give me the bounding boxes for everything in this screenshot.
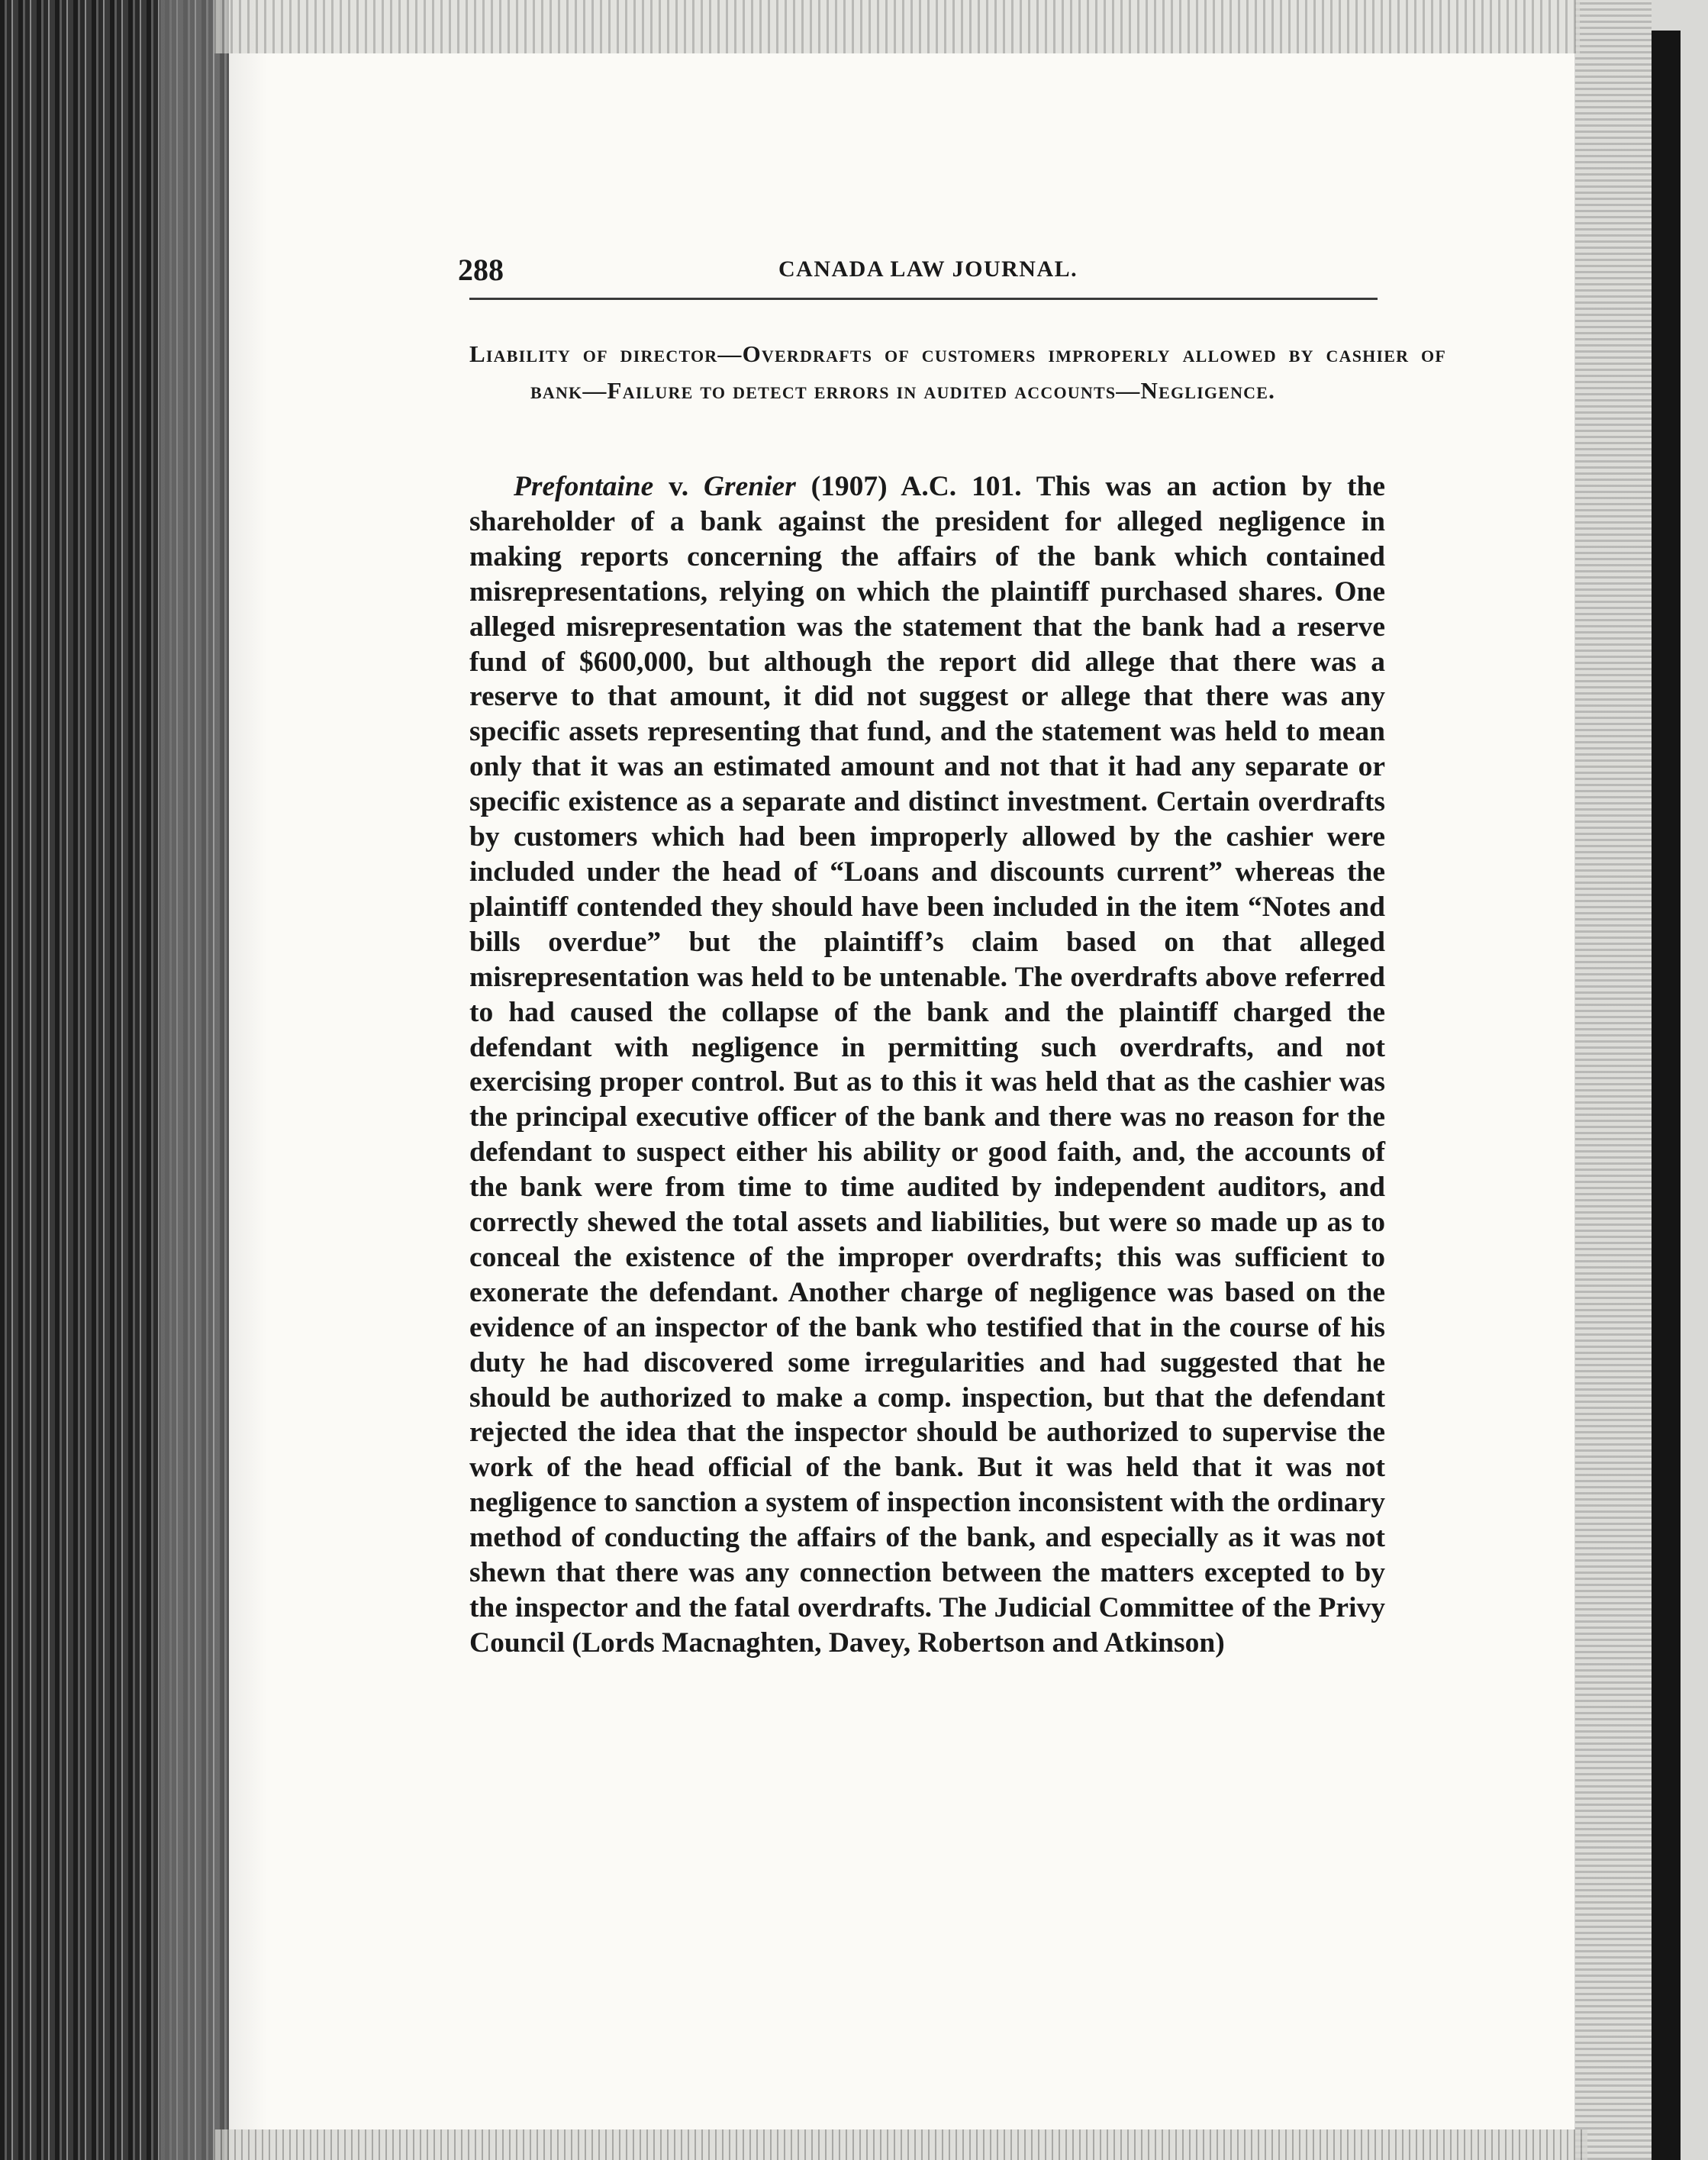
scan-left-shadow	[160, 0, 267, 2160]
article-body	[469, 469, 1385, 1661]
section-headnote: Liability of director—Overdrafts of customers improperly allowed by cashier of bank—Failure to detect errors in audited accounts—Negligence.	[469, 340, 1446, 404]
scan-top-edge	[214, 0, 1580, 53]
case-plaintiff: Prefontaine	[514, 471, 654, 502]
case-defendant: Grenier	[703, 471, 796, 502]
scan-right-texture	[1575, 0, 1652, 2160]
scan-bottom-edge	[214, 2129, 1587, 2160]
running-head: CANADA LAW JOURNAL.	[778, 256, 1078, 282]
case-citation: (1907) A.C. 101.	[795, 471, 1036, 502]
page-number: 288	[458, 253, 504, 287]
body-text: This was an action by the shareholder of a bank against the president for alleged negligence in making reports concerning the affairs of the bank which contained misrepresentations, relying on which the plaintiff purchased shares. One alleged misrepresentation was the statement that the bank had a reserve fund of $600,000, but although the report did allege that there was a reserve to that amount, it did not suggest or allege that there was any specific assets representing that fund, and the statement was held to mean only that it was an estimated amount and not that it had any separate or specific existence as a separate and distinct investment. Certain overdrafts by customers which had been improperly allowed by the cashier were included under the head of “Loans and discounts current” whereas the plaintiff contended they should have been included in the item “Notes and bills overdue” but the plaintiff’s claim based on that alleged misrepresentation was held to be untenable. The overdrafts above referred to had caused the collapse of the bank and the plaintiff charged the defendant with negligence in permitting such overdrafts, and not exercising proper control. But as to this it was held that as the cashier was the principal executive officer of the bank and there was no reason for the defendant to suspect either his ability or good faith, and, the accounts of the bank were from time to time audited by independent auditors, and correctly shewed the total assets and liabilities, but were so made up as to conceal the existence of the improper overdrafts; this was sufficient to exonerate the defendant. Another charge of negligence was based on the evidence of an inspector of the bank who testified that in the course of his duty he had discovered some irregularities and had suggested that he should be authorized to make a comp. inspection, but that the defendant rejected the idea that the inspector should be authorized to supervise the work of the head official of the bank. But it was held that it was not negligence to sanction a system of inspection inconsistent with the ordinary method of conducting the affairs of the bank, and especially as it was not shewn that there was any connection between the matters excepted to by the inspector and the fatal overdrafts. The Judicial Committee of the Privy Council (Lords Macnaghten, Davey, Robertson and Atkinson)	[469, 471, 1385, 1659]
case-versus: v.	[653, 471, 704, 502]
header-rule	[469, 298, 1378, 300]
scan-right-binding	[1652, 31, 1681, 2160]
